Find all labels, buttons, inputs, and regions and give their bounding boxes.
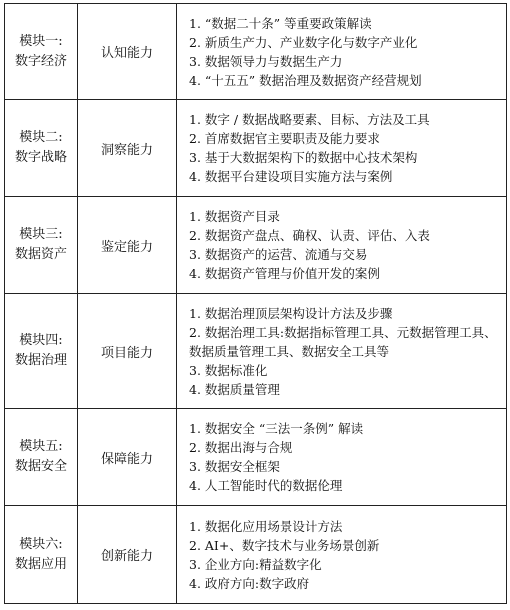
module-cell <box>5 4 78 100</box>
module-name: 模块三: <box>19 227 63 242</box>
topic-text: 数据资产盘点、确权、认责、评估、入表 <box>204 228 430 243</box>
topic-number: 1 . <box>189 421 205 436</box>
module-name: 模块五: <box>19 439 63 454</box>
topic-number: 4 . <box>189 478 205 493</box>
topic-text: 数据资产管理与价值开发的案例 <box>204 266 380 281</box>
topic-item <box>189 361 498 380</box>
topic-text: 企业方向:精益数字化 <box>204 556 322 572</box>
topic-number: 3 . <box>189 247 205 262</box>
topic-item <box>189 304 498 323</box>
module-area: 数据安全 <box>14 459 67 474</box>
topic-text: AI+、数字技术与业务场景创新 <box>204 537 380 553</box>
ability-cell <box>78 506 177 604</box>
module-area: 数据应用 <box>14 556 67 572</box>
topic-number: 4 . <box>189 382 205 397</box>
topic-text: 数据平台建设项目实施方法与案例 <box>204 169 393 184</box>
topic-list <box>189 304 498 399</box>
module-row <box>5 409 507 506</box>
topic-text: 数据资产目录 <box>204 209 280 224</box>
topic-item <box>189 52 498 71</box>
module-cell <box>5 197 78 294</box>
topic-text: “数据二十条” 等重要政策解读 <box>204 15 372 31</box>
topic-item <box>189 245 498 264</box>
topic-item <box>189 33 498 52</box>
topic-number: 1 . <box>189 306 205 321</box>
topic-item <box>189 438 498 457</box>
topic-text: 新质生产力、产业数字化与数字产业化 <box>204 34 418 50</box>
ability-cell <box>78 197 177 294</box>
topic-item <box>189 323 498 361</box>
topic-item <box>189 167 498 186</box>
topic-item <box>189 536 498 555</box>
module-cell <box>5 409 78 506</box>
ability-cell <box>78 100 177 197</box>
ability-label: 项目能力 <box>100 345 153 361</box>
topic-item <box>189 110 498 129</box>
topic-item <box>189 129 498 148</box>
module-name: 模块四: <box>19 333 63 348</box>
topic-text: 首席数据官主要职责及能力要求 <box>204 131 380 146</box>
topics-cell <box>177 409 507 506</box>
topic-item <box>189 517 498 536</box>
topic-text: 数据标准化 <box>204 362 268 378</box>
topic-item <box>189 226 498 245</box>
topic-number: 2 . <box>189 325 205 340</box>
ability-label: 创新能力 <box>100 549 153 564</box>
ability-cell <box>78 4 177 100</box>
topic-text: 数据质量管理 <box>204 381 280 397</box>
module-name: 模块二: <box>19 130 63 145</box>
topic-text: 数据安全 “三法一条例” 解读 <box>204 421 364 436</box>
topic-number: 4 . <box>189 73 205 88</box>
topic-text: 数据治理工具:数据指标管理工具、元数据管理工具、数据质量管理工具、数据安全工具等 <box>189 324 497 359</box>
topic-item <box>189 71 498 90</box>
module-row <box>5 506 507 604</box>
topic-item <box>189 380 498 399</box>
module-cell <box>5 294 78 409</box>
topic-item <box>189 264 498 283</box>
module-row <box>5 294 507 409</box>
topic-text: 数据治理顶层架构设计方法及步骤 <box>204 305 393 321</box>
topic-number: 3 . <box>189 54 205 69</box>
topic-number: 3 . <box>189 459 205 474</box>
module-area: 数字战略 <box>14 150 67 165</box>
topic-list <box>189 110 498 186</box>
topic-item <box>189 574 498 593</box>
topic-text: 人工智能时代的数据伦理 <box>204 478 343 493</box>
module-row <box>5 4 507 100</box>
topic-text: 数据化应用场景设计方法 <box>204 518 343 534</box>
topic-number: 4 . <box>189 169 205 184</box>
topic-item <box>189 555 498 574</box>
topic-number: 3 . <box>189 150 205 165</box>
module-area: 数据治理 <box>14 353 67 368</box>
ability-label: 鉴定能力 <box>100 239 153 255</box>
topic-number: 2 . <box>189 538 205 553</box>
topic-list <box>189 517 498 593</box>
module-cell <box>5 506 78 604</box>
topic-number: 1 . <box>189 519 205 534</box>
topic-number: 2 . <box>189 228 205 243</box>
ability-cell <box>78 409 177 506</box>
ability-cell <box>78 294 177 409</box>
module-cell <box>5 100 78 197</box>
topic-item <box>189 476 498 495</box>
ability-label: 认知能力 <box>100 46 153 61</box>
topic-list <box>189 14 498 90</box>
module-area: 数据资产 <box>14 247 67 262</box>
topic-number: 3 . <box>189 557 205 572</box>
topic-text: 数据领导力与数据生产力 <box>204 53 343 69</box>
topic-number: 1 . <box>189 112 205 127</box>
ability-label: 保障能力 <box>100 451 153 467</box>
topics-cell <box>177 506 507 604</box>
topic-number: 2 . <box>189 35 205 50</box>
topic-number: 3 . <box>189 363 205 378</box>
topic-item <box>189 207 498 226</box>
topic-number: 1 . <box>189 209 205 224</box>
module-area: 数字经济 <box>14 53 67 69</box>
module-row <box>5 197 507 294</box>
topic-number: 1 . <box>189 16 205 31</box>
topic-item <box>189 148 498 167</box>
topic-list <box>189 419 498 495</box>
module-row <box>5 100 507 197</box>
topics-cell <box>177 100 507 197</box>
topic-number: 4 . <box>189 266 205 281</box>
topic-text: 政府方向:数字政府 <box>204 575 310 591</box>
module-name: 模块六: <box>19 536 63 552</box>
topics-cell <box>177 197 507 294</box>
topic-text: “十五五” 数据治理及数据资产经营规划 <box>204 72 422 88</box>
topic-text: 基于大数据架构下的数据中心技术架构 <box>204 150 418 165</box>
topic-number: 2 . <box>189 440 205 455</box>
topic-item <box>189 457 498 476</box>
module-name: 模块一: <box>19 33 63 49</box>
topic-text: 数据安全框架 <box>204 459 280 474</box>
topic-list <box>189 207 498 283</box>
topics-cell <box>177 294 507 409</box>
topic-item <box>189 419 498 438</box>
module-table <box>4 3 507 604</box>
topics-cell <box>177 4 507 100</box>
topic-text: 数据出海与合规 <box>204 440 293 455</box>
topic-text: 数字 / 数据战略要素、目标、方法及工具 <box>204 112 430 127</box>
topic-text: 数据资产的运营、流通与交易 <box>204 247 368 262</box>
topic-item <box>189 14 498 33</box>
ability-label: 洞察能力 <box>100 142 153 158</box>
topic-number: 4 . <box>189 576 205 591</box>
topic-number: 2 . <box>189 131 205 146</box>
